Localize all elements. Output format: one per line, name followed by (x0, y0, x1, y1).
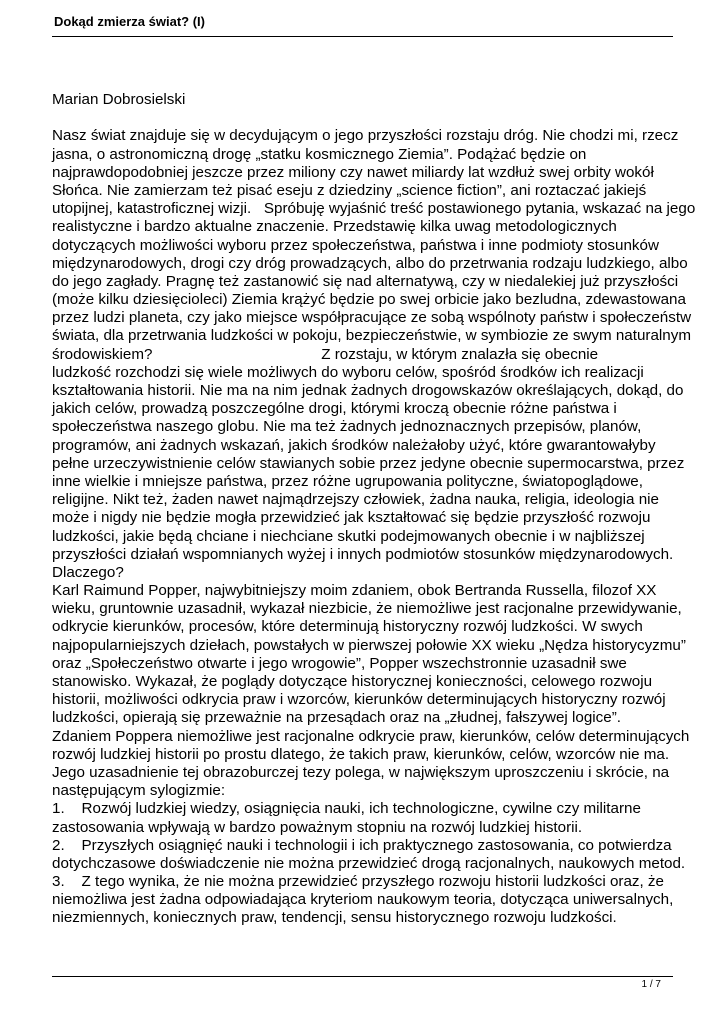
document-title: Dokąd zmierza świat? (I) (54, 14, 205, 29)
text-line: niezmiennych, koniecznych praw, tendencji, sensu historycznego rozwoju ludzkości. (52, 909, 617, 927)
text-line: realistyczne i bardzo aktualne znaczenie. Przedstawię kilka uwag metodologicznych (52, 218, 617, 236)
text-line: 2. Przyszłych osiągnięć nauki i technologii i ich praktycznego zastosowania, co potwierdza (52, 836, 672, 854)
text-line: najprawdopodobniej jeszcze przez miliony czy nawet miliardy lat wzdłuż swej orbity wokół (52, 163, 654, 181)
text-line: 3. Z tego wynika, że nie można przewidzieć przyszłego rozwoju historii ludzkości oraz, że (52, 873, 664, 891)
text-line: oraz „Społeczeństwo otwarte i jego wrogowie”, Popper wszechstronnie uzasadnił swe (52, 654, 627, 672)
text-line: dotychczasowe doświadczenie nie można przewidzieć drogą racjonalnych, naukowych metod. (52, 854, 686, 872)
text-line: jasna, o astronomiczną drogę „statku kosmicznego Ziemia”. Podążać będzie on (52, 145, 587, 163)
page-number: 1 / 7 (641, 979, 661, 990)
text-line: Marian Dobrosielski (52, 91, 186, 108)
text-line: jakich celów, prowadzą poszczególne drogi, którymi kroczą obecnie różne państwa i (52, 400, 617, 418)
text-line: pełne urzeczywistnienie celów stawianych sobie przez jedyne obecnie supermocarstwa, przez (52, 454, 685, 472)
text-line: Zdaniem Poppera niemożliwe jest racjonalne odkrycie praw, kierunków, celów determinujących (52, 727, 690, 745)
text-line: 1. Rozwój ludzkiej wiedzy, osiągnięcia nauki, ich technologiczne, cywilne czy militarne (52, 800, 641, 818)
text-line: środowiskiem? Z rozstaju, w którym znalazła się obecnie (52, 345, 599, 363)
text-line: zastosowania wpływają w bardzo poważnym stopniu na rozwój ludzkiej historii. (52, 818, 583, 836)
text-line: najpopularniejszych dziełach, powstałych w pierwszej połowie XX wieku „Nędza historycyzmu” (52, 636, 686, 654)
text-line: następującym sylogizmie: (52, 782, 226, 800)
text-line: dotyczących możliwości wyboru przez społeczeństwa, państwa i inne podmioty stosunków (52, 236, 659, 254)
text-line: rozwój ludzkiej historii po prostu dlatego, że takich praw, kierunków, celów, wzorców nie ma. (52, 745, 670, 763)
text-line: (może kilku dziesięcioleci) Ziemia krążyć będzie po swej orbicie jako bezludna, zdewastowana (52, 291, 686, 309)
text-line: odkrycie kierunków, procesów, które determinują historyczny rozwój ludzkości. W swych (52, 618, 643, 636)
text-line: Nasz świat znajduje się w decydującym o jego przyszłości rozstaju dróg. Nie chodzi mi, rzecz (52, 127, 679, 145)
text-line: ludzkości, jakie będą chciane i niechciane skutki podejmowanych obecnie i w najbliższej (52, 527, 645, 545)
text-line: Słońca. Nie zamierzam też pisać eseju z dziedziny „science fiction”, ani roztaczać jakiejś (52, 181, 647, 199)
text-line: Karl Raimund Popper, najwybitniejszy moim zdaniem, obok Bertranda Russella, filozof XX (52, 582, 657, 600)
text-line: może i nigdy nie będzie mogła przewidzieć jak kształtować się będzie przyszłość rozwoju (52, 509, 651, 527)
text-line: wieku, gruntownie uzasadnił, wykazał niezbicie, że niemożliwe jest racjonalne przewidywanie, (52, 600, 682, 618)
text-line: ludzkości, opierają się przeważnie na przesądach oraz na „złudnej, fałszywej logice”. (52, 709, 621, 727)
text-line: międzynarodowych, drogi czy dróg prowadzących, albo do przetrwania rodzaju ludzkiego, albo (52, 254, 688, 272)
text-line: utopijnej, katastroficznej wizji. Spróbuję wyjaśnić treść postawionego pytania, wskazać na jego (52, 200, 696, 218)
text-line: przez ludzi planeta, czy jako miejsce współpracujące ze sobą wspólnoty państw i społeczeństw (52, 309, 692, 327)
text-line: religijne. Nikt też, żaden nawet najmądrzejszy człowiek, żadna nauka, religia, ideologia nie (52, 491, 659, 509)
text-line: stanowisko. Wykazał, że poglądy dotyczące historycznej konieczności, celowego rozwoju (52, 673, 653, 690)
text-line: niemożliwa jest żadna odpowiadająca kryteriom naukowym teoria, dotycząca uniwersalnych, (52, 891, 674, 909)
text-line (52, 109, 692, 127)
text-line: ludzkość rozchodzi się wiele możliwych do wyboru celów, spośród środków ich realizacji (52, 363, 644, 381)
text-line: historii, możliwości odkrycia praw i wzorców, kierunków determinujących historyczny rozwój (52, 691, 666, 709)
text-line: do jego zagłady. Pragnę też zastanowić się nad alternatywą, czy w niedalekiej już przyszłości (52, 272, 679, 290)
text-line: przyszłości działań wspomnianych wyżej i innych podmiotów stosunków międzynarodowych. (52, 545, 674, 563)
text-line: inne wielkie i mniejsze państwa, przez różne ugrupowania polityczne, światopoglądowe, (52, 472, 643, 490)
text-line: Dlaczego? (52, 563, 124, 581)
text-line: Jego uzasadnienie tej obrazoburczej tezy polega, w największym uproszczeniu i skrócie, na (52, 763, 670, 781)
text-line: społeczeństwa naszego globu. Nie ma też żadnych jednoznacznych przepisów, planów, (52, 418, 642, 436)
text-line: kształtowania historii. Nie ma na nim jednak żadnych drogowskazów określających, dokąd, do (52, 382, 684, 399)
document-body (52, 91, 696, 928)
text-line: programów, ani żadnych wskazań, jakich środków należałoby użyć, które gwarantowałyby (52, 436, 656, 454)
page-header (52, 10, 673, 37)
page-footer (52, 976, 673, 990)
text-line: świata, dla przetrwania ludzkości w pokoju, bezpieczeństwie, w symbiozie ze swym naturalnym (52, 327, 691, 345)
